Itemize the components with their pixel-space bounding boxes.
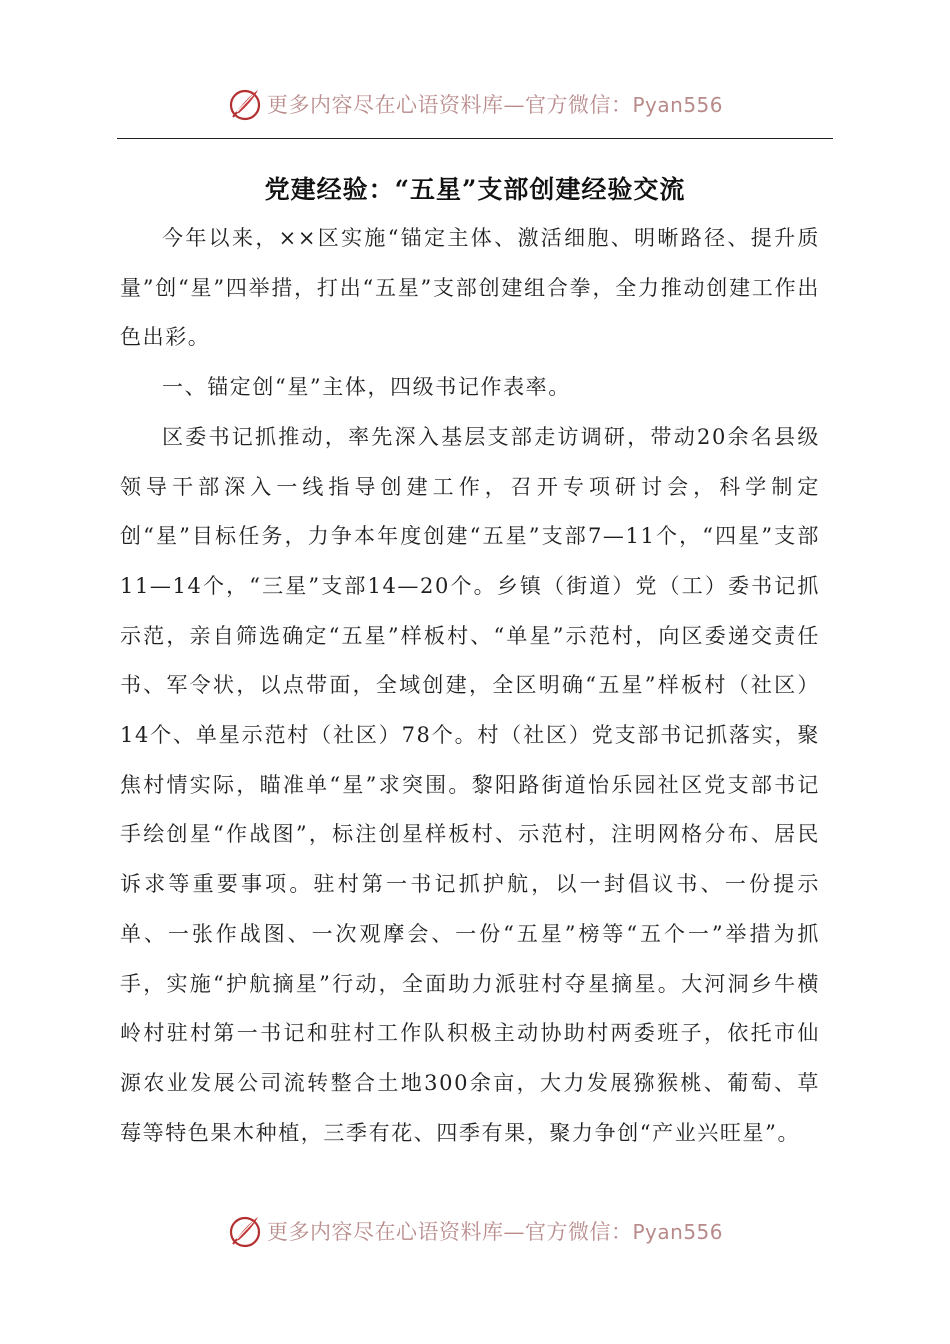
header-divider: [117, 138, 833, 139]
wechat-id: Pyan556: [632, 93, 723, 117]
wechat-id: Pyan556: [632, 1220, 723, 1244]
banner-text: 更多内容尽在心语资料库—官方微信：Pyan556: [266, 93, 723, 117]
paragraph-intro: 今年以来，××区实施“锚定主体、激活细胞、明晰路径、提升质量”创“星”四举措，打出“五星”支部创建组合拳，全力推动创建工作出色出彩。: [120, 226, 820, 350]
footer-banner: [0, 1211, 950, 1251]
paragraph-section-1: 区委书记抓推动，率先深入基层支部走访调研，带动20余名县级领导干部深入一线指导创建工作，召开专项研讨会，科学制定创“星”目标任务，力争本年度创建“五星”支部7—11个，“四星”支部11—14个，“三星”支部14—20个。乡镇（街道）党（工）委书记抓示范，亲自筛选确定“五星”样板村、“单星”示范村，向区委递交责任书、军令状，以点带面，全域创建，全区明确“五星”样板村（社区）14个、单星示范村（社区）78个。村（社区）党支部书记抓落实，聚焦村情实际，瞄准单“星”求突围。黎阳路街道怡乐园社区党支部书记手绘创星“作战图”，标注创星样板村、示范村，注明网格分布、居民诉求等重要事项。驻村第一书记抓护航，以一封倡议书、一份提示单、一张作战图、一次观摩会、一份“五星”榜等“五个一”举措为抓手，实施“护航摘星”行动，全面助力派驻村夺星摘星。大河洞乡牛横岭村驻村第一书记和驻村工作队积极主动协助村两委班子，依托市仙源农业发展公司流转整合土地300余亩，大力发展猕猴桃、葡萄、草莓等特色果木种植，三季有花、四季有果，聚力争创“产业兴旺星”。: [120, 424, 820, 1145]
document-body: [120, 214, 820, 1158]
quill-pen-logo-icon: [227, 86, 263, 122]
document-title: 党建经验：“五星”支部创建经验交流: [264, 175, 686, 204]
banner-text: 更多内容尽在心语资料库—官方微信：Pyan556: [266, 1220, 723, 1244]
section-heading-1: 一、锚定创“星”主体，四级书记作表率。: [162, 375, 571, 400]
header-banner: [0, 84, 950, 124]
quill-pen-logo-icon: [227, 1213, 263, 1249]
